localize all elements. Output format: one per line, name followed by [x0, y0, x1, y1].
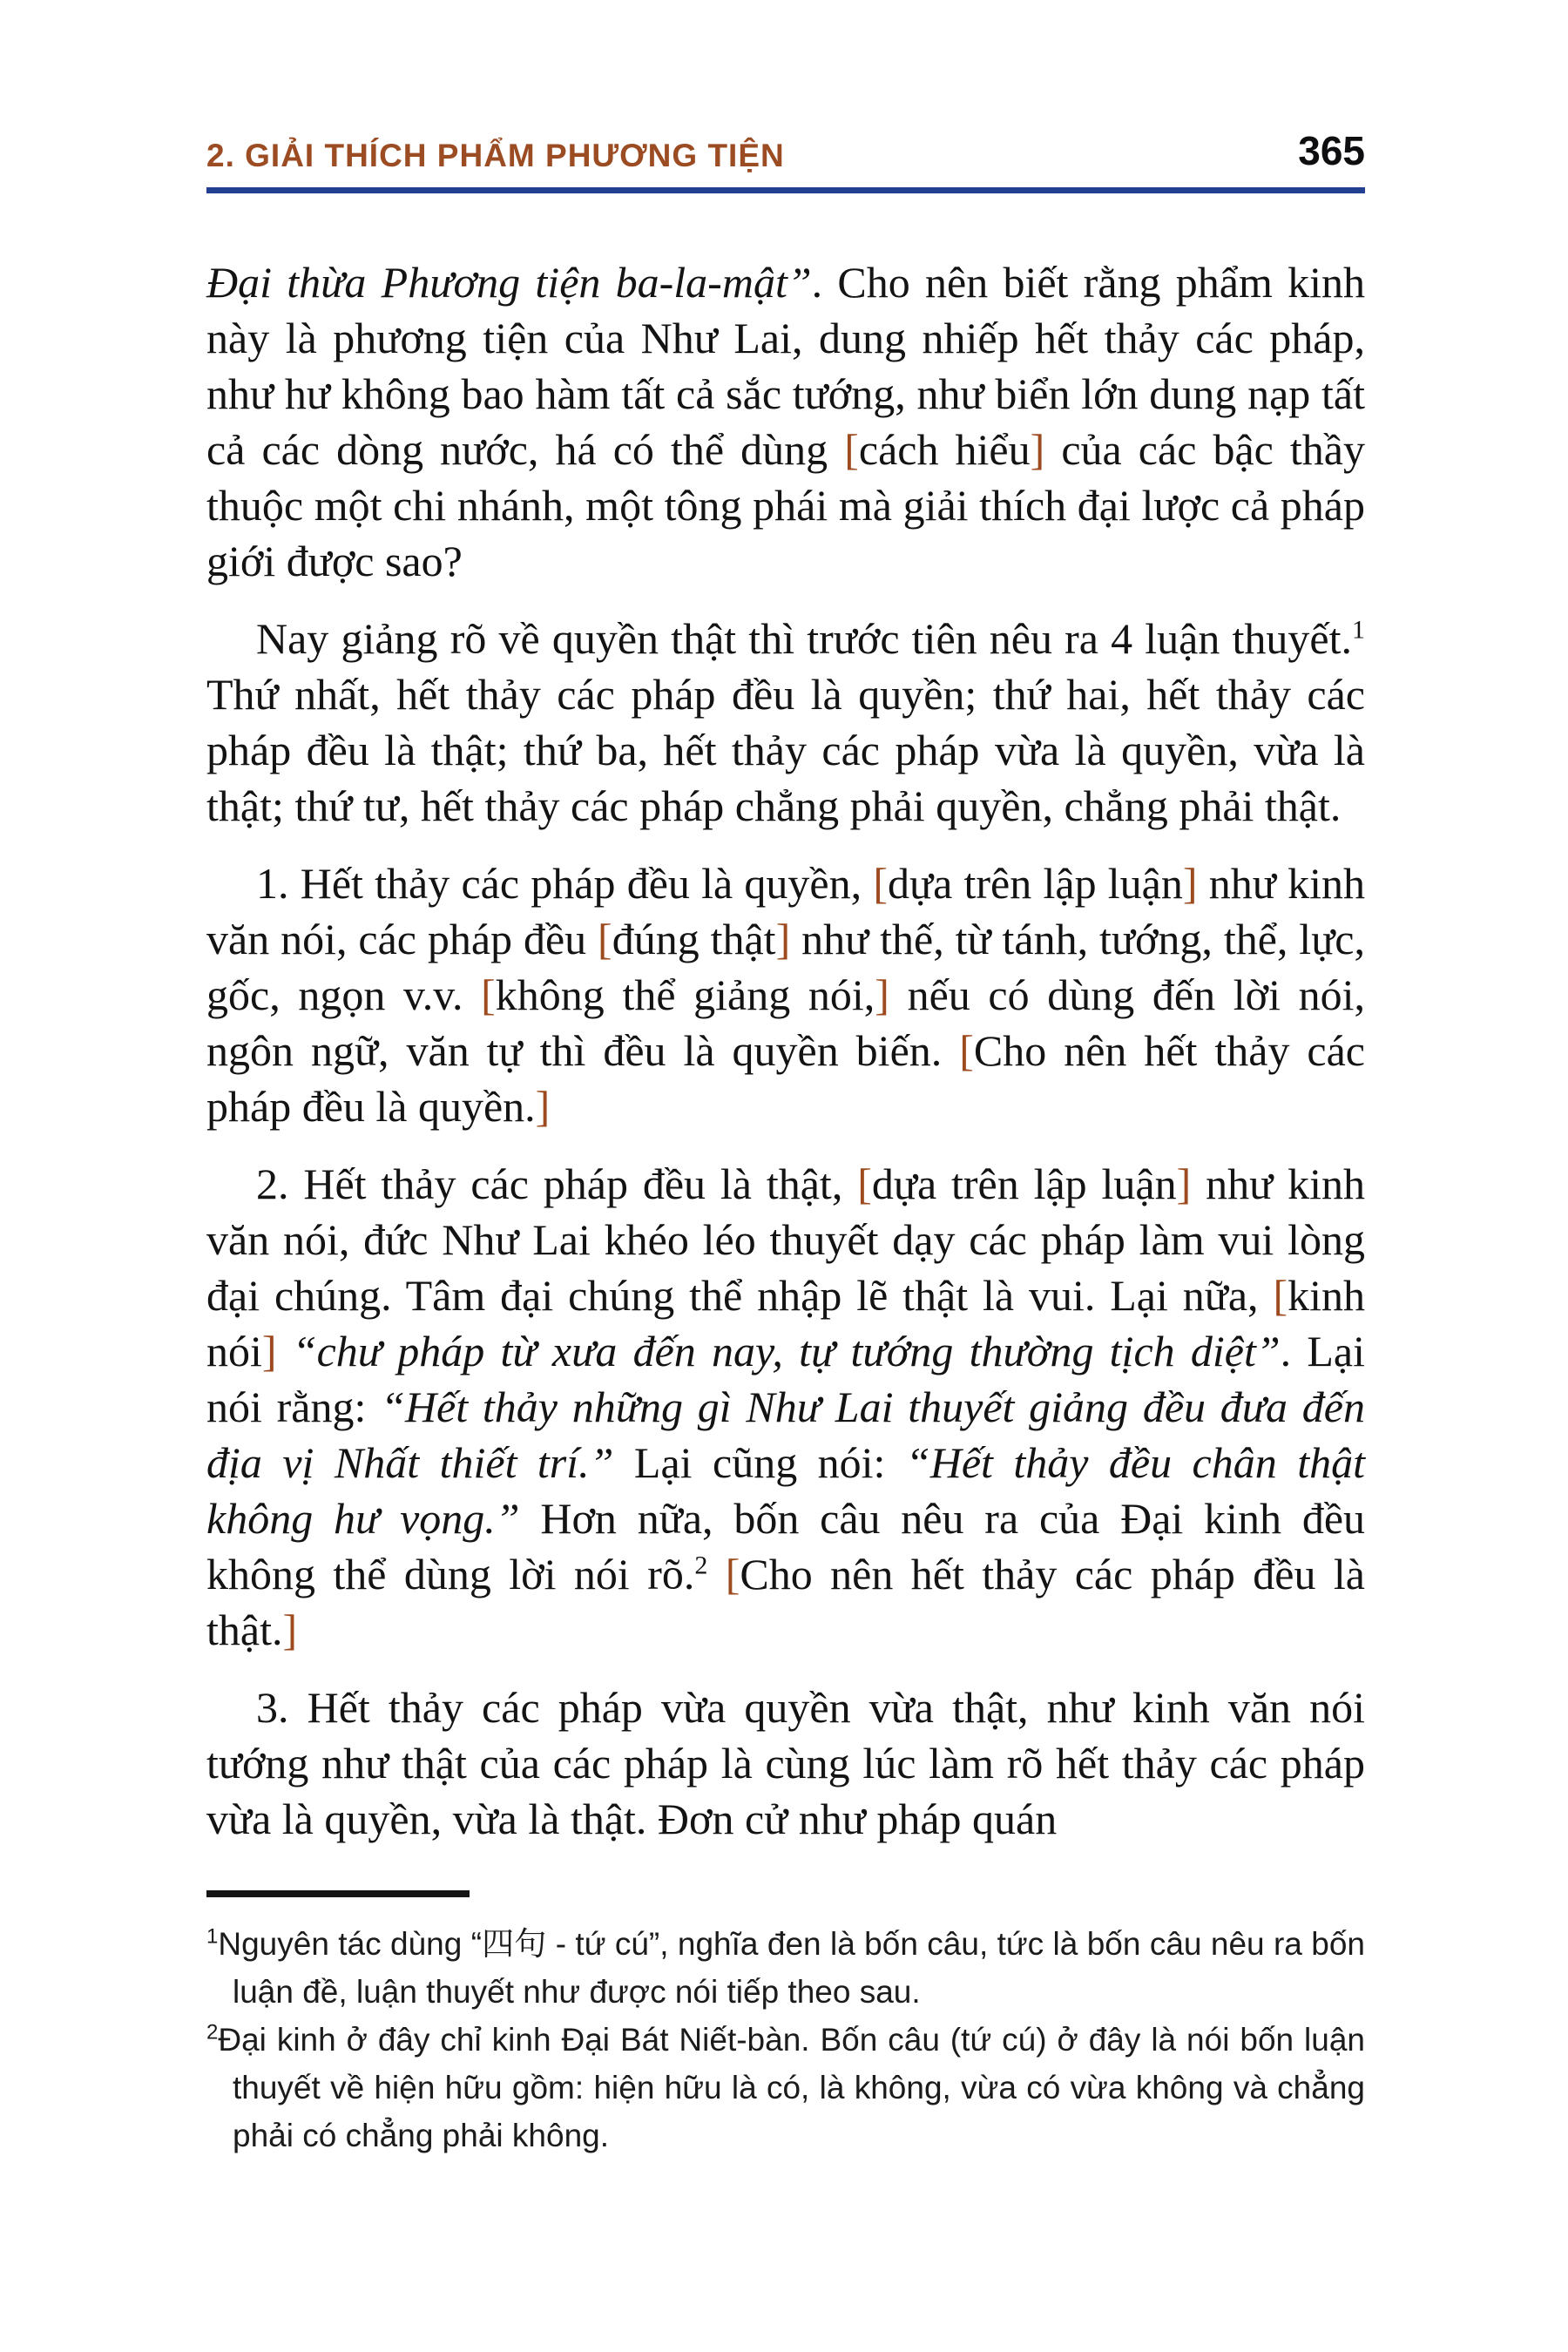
bracket-mark: [ [725, 1550, 740, 1598]
text-run: dựa trên lập luận [871, 1159, 1177, 1208]
bracket-mark: ] [535, 1082, 551, 1131]
text-run: Thứ nhất, hết thảy các pháp đều là quyền; thứ hai, hết thảy các pháp đều là thật; thứ ba, hết thảy các pháp vừa là quyền, vừa là thật; thứ tư, hết thảy các pháp chẳng phải quyền, chẳng phải thật. [206, 670, 1365, 830]
footnote-reference: 2 [694, 1551, 708, 1580]
text-run: dựa trên lập luận [888, 859, 1183, 908]
text-run: như kinh văn nói, đức Như Lai khéo léo thuyết dạy các pháp làm vui lòng đại chúng. Tâm đại chúng thể nhập lẽ thật là vui. Lại nữa, [206, 1159, 1365, 1320]
bracket-mark: [ [959, 1026, 974, 1075]
text-run: . Lại nói rằng: [206, 1327, 1366, 1431]
bracket-mark: ] [261, 1327, 277, 1375]
bracket-mark: [ [873, 859, 888, 908]
paragraph [206, 611, 1365, 834]
footnote-separator [206, 1890, 470, 1897]
italic-text-run: “Hết thảy những gì Như Lai thuyết giảng đều đưa đến địa vị Nhất thiết trí.” [206, 1382, 1365, 1487]
text-run: đúng thật [612, 915, 776, 963]
bracket-mark: ] [1182, 859, 1198, 908]
bracket-mark: ] [1176, 1159, 1192, 1208]
text-run: Nguyên tác dùng “四句 - tứ cú”, nghĩa đen là bốn câu, tức là bốn câu nêu ra bốn luận đề, luận thuyết như được nói tiếp theo sau. [218, 1926, 1365, 2010]
bracket-mark: [ [844, 425, 859, 474]
bracket-mark: ] [282, 1605, 298, 1654]
text-run: Hơn nữa, bốn câu nêu ra của Đại kinh đều không thể dùng lời nói rõ. [206, 1494, 1366, 1598]
text-run: cách hiểu [858, 425, 1031, 474]
bracket-mark: ] [1030, 425, 1045, 474]
footnotes [206, 1920, 1365, 2159]
text-run: của các bậc thầy thuộc một chi nhánh, một tông phái mà giải thích đại lược cả pháp giới được sao? [206, 425, 1365, 585]
body-text [206, 254, 1365, 1847]
footnote-item [206, 1920, 1365, 2016]
bracket-mark: [ [481, 970, 496, 1019]
page-header [206, 0, 1365, 174]
paragraph [206, 1680, 1365, 1847]
text-run: không thể giảng nói, [495, 970, 875, 1019]
running-header-title: 2. GIẢI THÍCH PHẨM PHƯƠNG TIỆN [206, 138, 785, 173]
text-run: Lại cũng nói: [613, 1438, 906, 1487]
paragraph [206, 1156, 1365, 1658]
bracket-mark: [ [598, 915, 612, 963]
footnote-marker: 1 [206, 1924, 219, 1949]
header-rule [206, 187, 1365, 193]
bracket-mark: [ [1273, 1271, 1288, 1320]
text-run: 3. Hết thảy các pháp vừa quyền vừa thật, như kinh văn nói tướng như thật của các pháp là cùng lúc làm rõ hết thảy các pháp vừa là quyền, vừa là thật. Đơn cử như pháp quán [206, 1683, 1365, 1843]
bracket-mark: ] [775, 915, 791, 963]
italic-text-run: “chư pháp từ xưa đến nay, tự tướng thường tịch diệt” [292, 1327, 1281, 1375]
text-run: 2. Hết thảy các pháp đều là thật, [256, 1159, 858, 1208]
bracket-mark: [ [857, 1159, 872, 1208]
text-run: . Cho nên biết rằng phẩm kinh này là phương tiện của Như Lai, dung nhiếp hết thảy các pháp, như hư không bao hàm tất cả sắc tướng, như biển lớn dung nạp tất cả các dòng nước, há có thể dùng [206, 258, 1366, 474]
text-run: kinh nói [206, 1271, 1365, 1375]
text-run: Cho nên hết thảy các pháp đều là quyền. [206, 1026, 1365, 1131]
italic-text-run: Đại thừa Phương tiện ba-la-mật” [206, 258, 812, 307]
text-run: Đại kinh ở đây chỉ kinh Đại Bát Niết-bàn. Bốn câu (tứ cú) ở đây là nói bốn luận thuyết về hiện hữu gồm: hiện hữu là có, là không, vừa có vừa không và chẳng phải có chẳng phải không. [218, 2022, 1365, 2153]
text-run: như thế, từ tánh, tướng, thể, lực, gốc, ngọn v.v. [206, 915, 1365, 1019]
italic-text-run: “Hết thảy đều chân thật không hư vọng.” [206, 1438, 1365, 1543]
footnote-marker: 2 [206, 2020, 219, 2044]
text-run: như kinh văn nói, các pháp đều [206, 859, 1365, 963]
text-run: Nay giảng rõ về quyền thật thì trước tiên nêu ra 4 luận thuyết. [256, 614, 1352, 663]
text-run [277, 1327, 293, 1375]
footnote-item [206, 2016, 1365, 2159]
footnote-reference: 1 [1352, 615, 1365, 645]
page-number: 365 [1298, 128, 1365, 173]
text-run: nếu có dùng đến lời nói, ngôn ngữ, văn tự thì đều là quyền biến. [206, 970, 1366, 1075]
text-run [707, 1550, 725, 1598]
page-content [206, 0, 1365, 2159]
paragraph [206, 855, 1365, 1134]
bracket-mark: ] [875, 970, 889, 1019]
paragraph [206, 254, 1365, 589]
text-run: 1. Hết thảy các pháp đều là quyền, [256, 859, 874, 908]
text-run: Cho nên hết thảy các pháp đều là thật. [206, 1550, 1365, 1654]
